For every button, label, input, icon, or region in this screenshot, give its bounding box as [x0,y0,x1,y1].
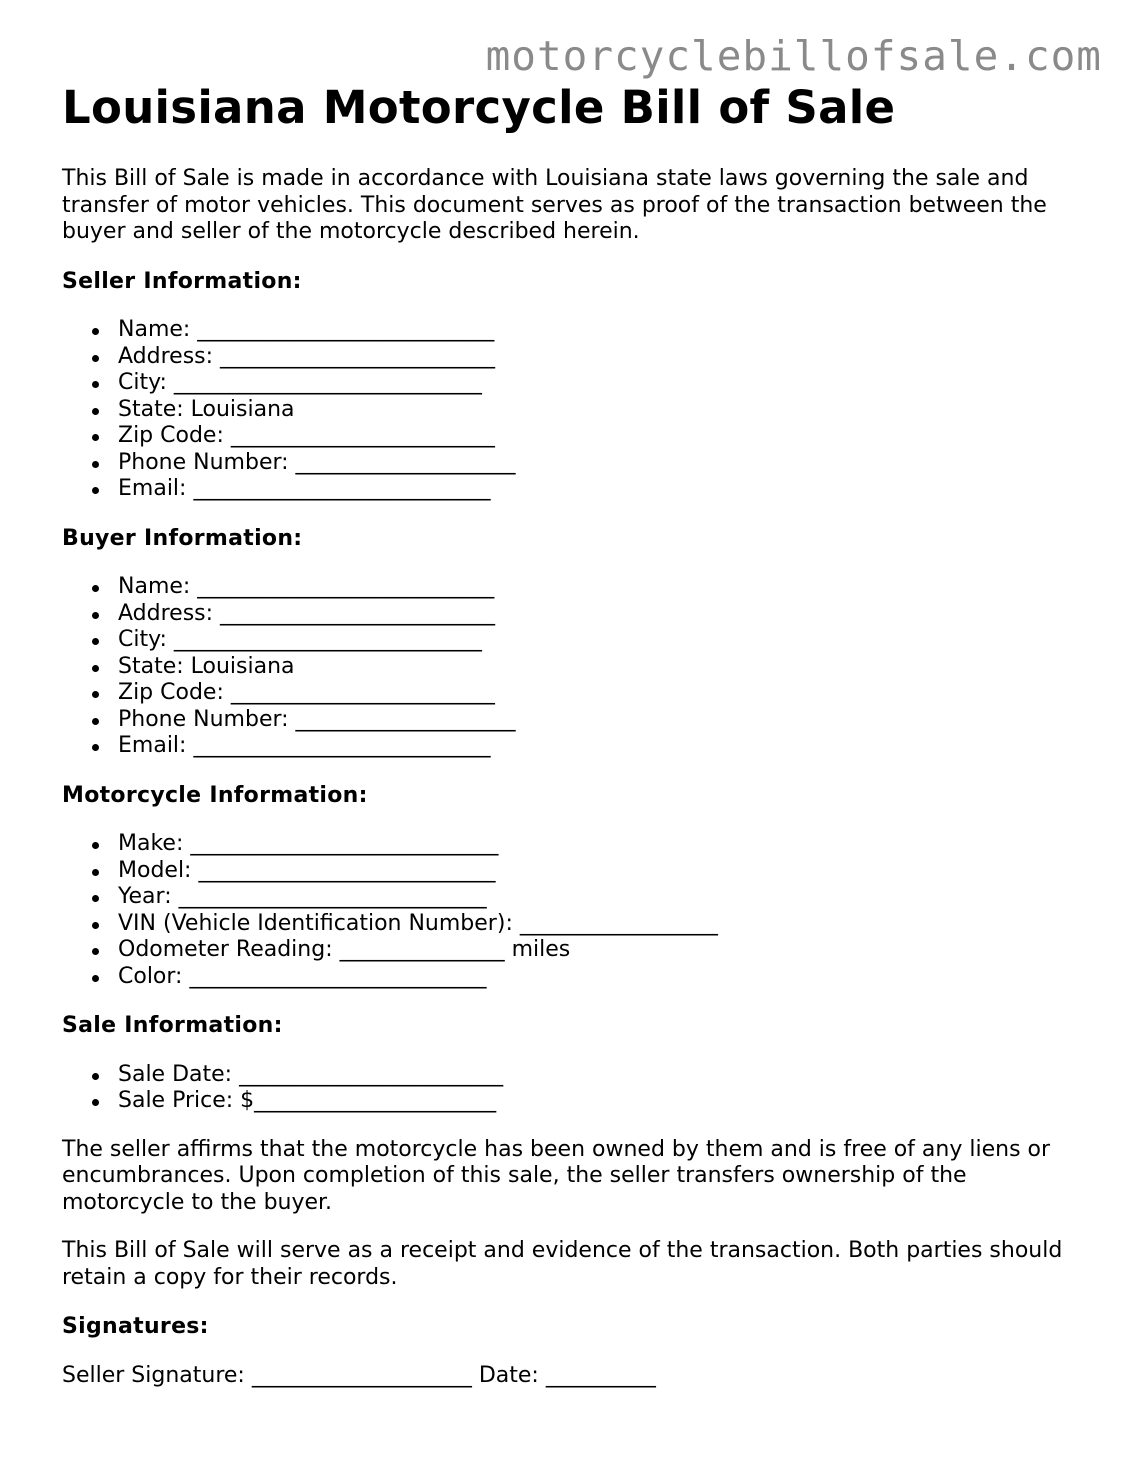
buyer-phone-field: Phone Number: ____________________ [62,707,1082,734]
sale-fields-list [62,1062,1082,1115]
buyer-address-field: Address: _________________________ [62,601,1082,628]
sale-heading: Sale Information: [62,1013,283,1038]
motorcycle-vin-field: VIN (Vehicle Identification Number): __________________ [62,911,1082,938]
seller-address-field: Address: _________________________ [62,344,1082,371]
seller-city-field: City: ____________________________ [62,370,1082,397]
buyer-zip-field: Zip Code: ________________________ [62,680,1082,707]
motorcycle-color-field: Color: ___________________________ [62,964,1082,991]
affirmation-paragraph: The seller affirms that the motorcycle has been owned by them and is free of any liens or encumbrances. Upon completion of this sale, the seller transfers ownership of the motorcycle to the buyer. [62,1136,1051,1215]
seller-zip-field: Zip Code: ________________________ [62,423,1082,450]
seller-signature-line: Seller Signature: ____________________ Date: __________ [62,1362,656,1388]
seller-fields-list [62,317,1082,503]
motorcycle-model-field: Model: ___________________________ [62,858,1082,885]
site-watermark: motorcyclebillofsale.com [485,32,1102,80]
seller-email-field: Email: ___________________________ [62,476,1082,503]
motorcycle-year-field: Year: ____________________________ [62,884,1082,911]
buyer-state-field: State: Louisiana [62,654,1082,681]
buyer-email-field: Email: ___________________________ [62,733,1082,760]
motorcycle-heading: Motorcycle Information: [62,782,368,808]
motorcycle-odometer-field: Odometer Reading: _______________ miles [62,937,1082,964]
seller-state-field: State: Louisiana [62,397,1082,424]
sale-date-field: Sale Date: ________________________ [62,1062,1082,1089]
seller-heading: Seller Information: [62,268,302,294]
buyer-fields-list [62,574,1082,760]
motorcycle-make-field: Make: ____________________________ [62,831,1082,858]
intro-paragraph: This Bill of Sale is made in accordance with Louisiana state laws governing the sale and transfer of motor vehicles. This document serves as proof of the transaction between the buyer and seller of the motorcycle described herein. [62,166,1047,244]
sale-price-field: Sale Price: $______________________ [62,1088,1082,1115]
signatures-heading: Signatures: [62,1314,209,1339]
buyer-name-field: Name: ___________________________ [62,574,1082,601]
buyer-heading: Buyer Information: [62,525,303,551]
motorcycle-fields-list [62,831,1082,990]
bill-of-sale-document [62,80,1082,1389]
seller-name-field: Name: ___________________________ [62,317,1082,344]
receipt-paragraph: This Bill of Sale will serve as a receipt and evidence of the transaction. Both parties should retain a copy for their records. [62,1238,1063,1290]
seller-phone-field: Phone Number: ____________________ [62,450,1082,477]
buyer-city-field: City: ____________________________ [62,627,1082,654]
document-title: Louisiana Motorcycle Bill of Sale [62,81,896,134]
